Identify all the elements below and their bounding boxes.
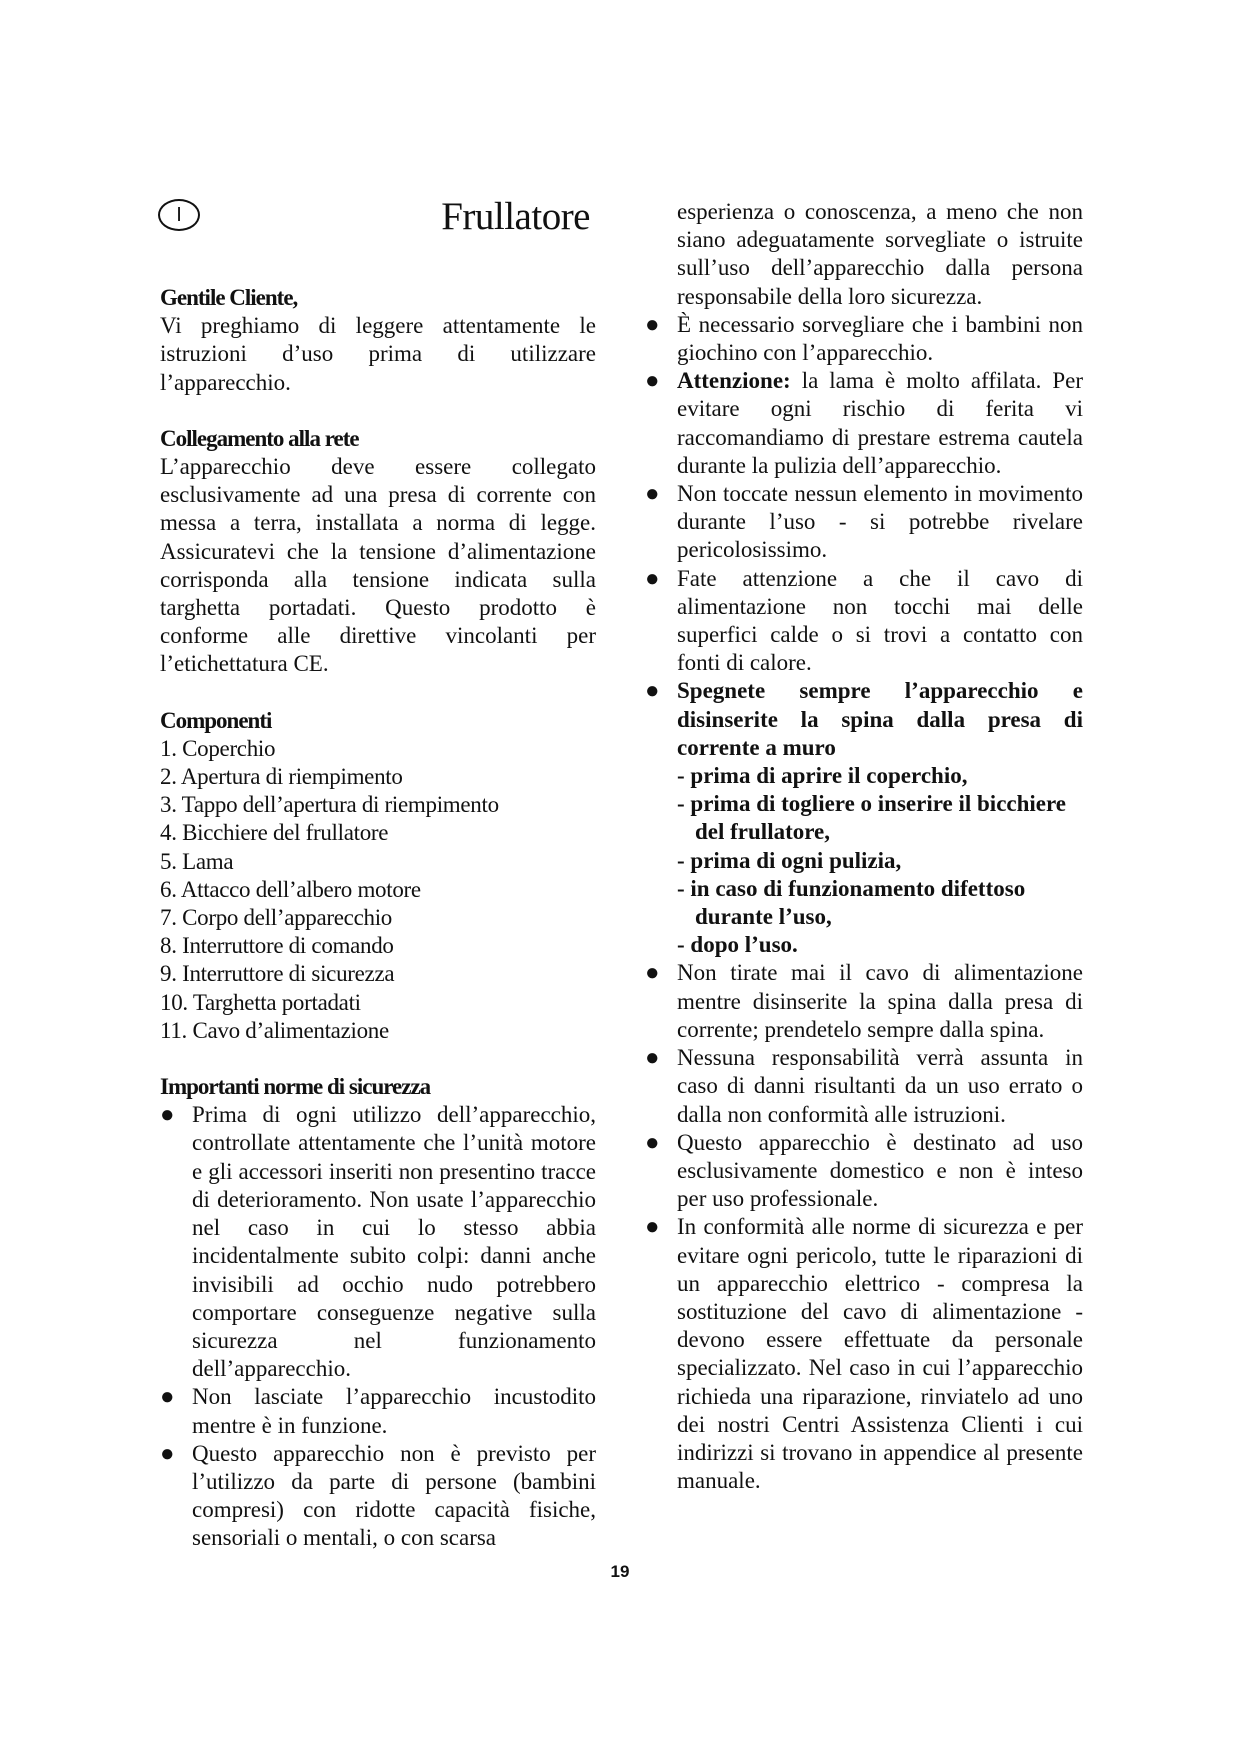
bullet-icon: ● [645,311,660,338]
safety-heading: Importanti norme di sicurezza [160,1074,431,1100]
greeting-heading: Gentile Cliente, [160,285,298,310]
unplug-condition: - prima di togliere o inserire il bicchiere [677,791,1067,817]
components-list [160,735,596,1045]
bullet-icon: ● [645,1045,660,1072]
safety-bullet-text: Nessuna responsabilità verrà assunta in caso di danni risultanti da un uso errato o dalla non conformità alle istruzioni. [677,1045,1083,1127]
safety-bullet-bold [645,677,1083,762]
component-item: 5. Lama [160,848,234,874]
bullet-icon: ● [160,1384,175,1411]
bullet-icon: ● [160,1440,175,1467]
safety-bullet-text: Questo apparecchio non è previsto per l’utilizzo da parte di persone (bambini compresi) con ridotte capacità fisiche, sensoriali o mentali, o con scarsa [192,1440,596,1551]
component-item: 7. Corpo dell’apparecchio [160,905,392,931]
bullet-icon: ● [645,1214,660,1241]
safety-bullet [160,1440,596,1553]
safety-bullet-text: la lama è molto affilata. Per evitare ogni rischio di ferita vi raccomandiamo di prestare estrema cautela durante la pulizia dell’apparecchio. [677,368,1083,478]
safety-bullet [645,959,1083,1044]
safety-bullet [645,480,1083,565]
unplug-condition: - dopo l’uso. [677,932,798,958]
bullet-icon: ● [645,1129,660,1156]
safety-bullet [160,1383,596,1439]
safety-bullet-text: Non lasciate l’apparecchio incustodito mentre è in funzione. [192,1384,596,1438]
mains-heading: Collegamento alla rete [160,425,359,451]
component-item: 3. Tappo dell’apertura di riempimento [160,792,499,818]
unplug-condition-cont: del frullatore, [695,819,830,845]
component-item: 2. Apertura di riempimento [160,764,403,790]
unplug-condition: - prima di ogni pulizia, [677,847,902,873]
bullet-icon: ● [645,481,660,508]
mains-text: L’apparecchio deve essere collegato esclusivamente ad una presa di corrente con messa a terra, installata a norma di legge. Assicuratevi che la tensione d’alimentazione corrisponda alla tensione indicata sulla targhetta portadati. Questo prodotto è conforme alle direttive vincolanti per l’etichettatura CE. [160,454,596,677]
bullet-icon: ● [645,565,660,592]
unplug-condition-cont: durante l’uso, [695,904,832,930]
component-item: 10. Targhetta portadati [160,989,361,1015]
left-column [160,284,596,1553]
safety-bullet-text: È necessario sorvegliare che i bambini non giochino con l’apparecchio. [677,311,1083,366]
page-title: Frullatore [441,195,590,238]
warning-label: Attenzione: [677,368,791,394]
unplug-condition: - in caso di funzionamento difettoso [677,875,1026,901]
language-badge: I [158,199,200,231]
safety-bullet [160,1101,596,1383]
safety-bullet-text: Questo apparecchio è destinato ad uso esclusivamente domestico e non è inteso per uso professionale. [677,1129,1083,1212]
component-item: 9. Interruttore di sicurezza [160,961,395,987]
bullet-icon: ● [160,1102,175,1129]
safety-bullet-text: Non toccate nessun elemento in movimento durante l’uso - si potrebbe rivelare pericolosissimo. [677,481,1083,563]
safety-bullet-text: Non tirate mai il cavo di alimentazione mentre disinserite la spina dalla presa di corrente; prendetelo sempre dalla spina. [677,960,1083,1042]
safety-bullet [645,311,1083,367]
safety-bullet [645,1129,1083,1214]
bullet-icon: ● [645,368,660,395]
right-column [645,198,1083,1495]
page-number: 19 [610,1562,630,1581]
safety-bullet [645,565,1083,678]
component-item: 4. Bicchiere del frullatore [160,820,389,846]
safety-bullet [645,367,1083,480]
safety-bullet [645,1044,1083,1129]
components-heading: Componenti [160,707,272,733]
component-item: 6. Attacco dell’albero motore [160,876,421,902]
component-item: 1. Coperchio [160,735,276,761]
component-item: 11. Cavo d’alimentazione [160,1017,389,1043]
safety-bullet-text: Prima di ogni utilizzo dell’apparecchio, controllate attentamente che l’unità motore e gli accessori inseriti non presentino tracce di deterioramento. Non usate l’apparecchio nel caso in cui lo stesso abbia incidentalmente subito colpi: danni anche invisibili ad occhio nudo potrebbero comportare conseguenze negative sulla sicurezza nel funzionamento dell’apparecchio. [192,1102,596,1382]
bullet-icon: ● [645,678,660,705]
safety-bullet-text: Fate attenzione a che il cavo di alimentazione non tocchi mai delle superfici calde o si trovi a contatto con fonti di calore. [677,565,1083,676]
greeting-text: Vi preghiamo di leggere attentamente le istruzioni d’uso prima di utilizzare l’apparecchio. [160,313,596,395]
bullet-icon: ● [645,960,660,987]
safety-bullet-text: In conformità alle norme di sicurezza e per evitare ogni pericolo, tutte le riparazioni di un apparecchio elettrico - compresa la sostituzione del cavo di alimentazione - devono essere effettuate da personale specializzato. Nel caso in cui l’apparecchio richieda una riparazione, rinviatelo ad uno dei nostri Centri Assistenza Clienti i cui indirizzi si trovano in appendice al presente manuale. [677,1214,1083,1494]
safety-bullet-text: Spegnete sempre l’apparecchio e disinserite la spina dalla presa di corrente a muro [677,678,1083,760]
safety-bullet-continuation: esperienza o conoscenza, a meno che non siano adeguatamente sorvegliate o istruite sull’uso dell’apparecchio dalla persona responsabile della loro sicurezza. [677,199,1083,309]
unplug-condition: - prima di aprire il coperchio, [677,763,968,789]
component-item: 8. Interruttore di comando [160,933,394,959]
safety-bullet [645,1213,1083,1495]
